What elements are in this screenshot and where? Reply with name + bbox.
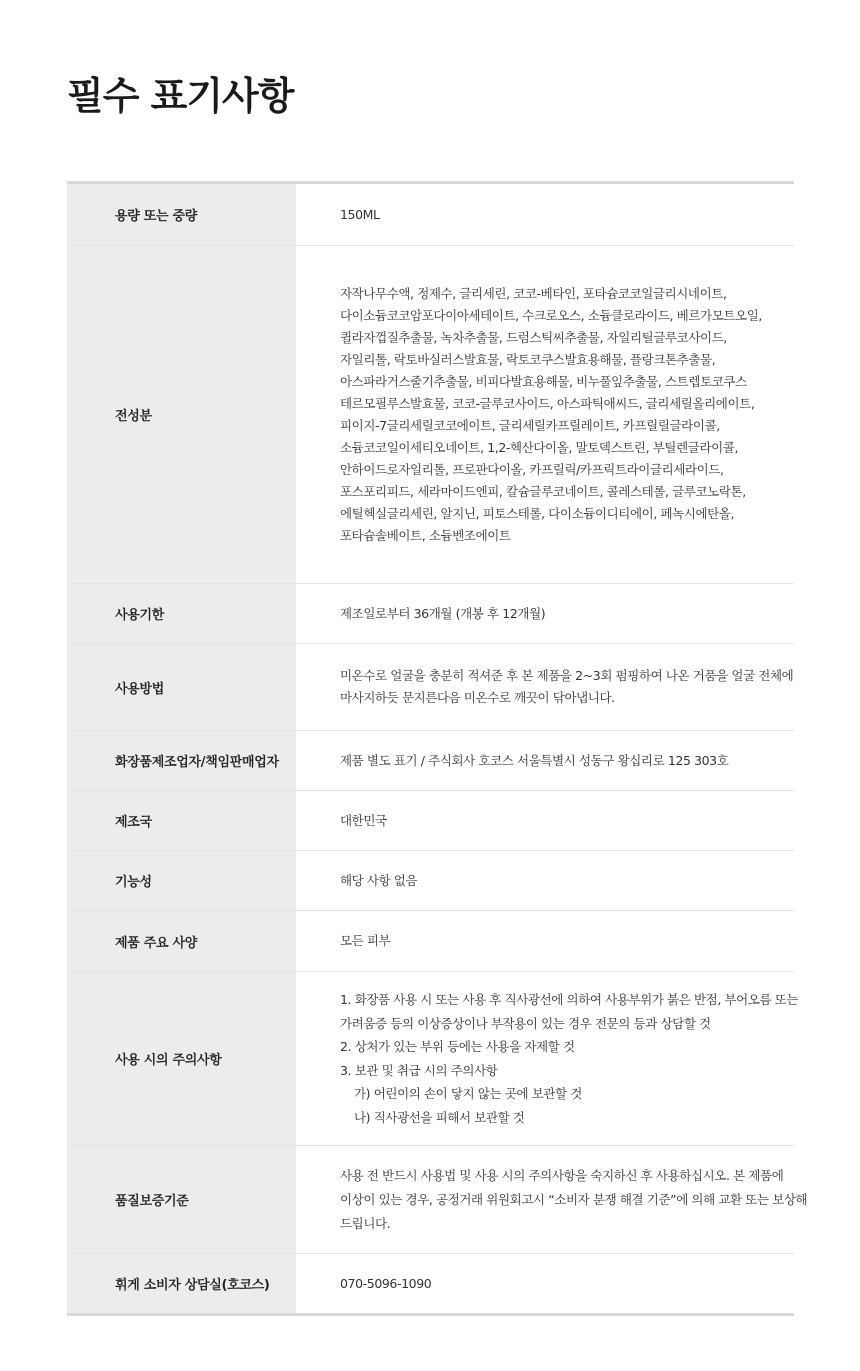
maker-value: 제품 별도 표기 / 주식회사 호코스 서울특별시 성동구 왕십리로 125 303호	[340, 752, 729, 768]
caution-line: 2. 상처가 있는 부위 등에는 사용을 자제할 것	[340, 1039, 575, 1054]
caution-line: 1. 화장품 사용 시 또는 사용 후 직사광선에 의하여 사용부위가 붉은 반점, 부어오름 또는	[340, 992, 799, 1007]
table-row-consumer-center	[67, 1254, 794, 1313]
table-row-function	[67, 851, 794, 911]
usage-line: 미온수로 얼굴을 충분히 적셔준 후 본 제품을 2~3회 펌핑하여 나온 거품을 얼굴 전체에	[340, 668, 794, 683]
row-label: 제조국	[67, 791, 296, 850]
row-label: 사용방법	[67, 644, 296, 730]
ingredients-line: 자일리톨, 락토바실러스발효물, 락토코쿠스발효용해물, 플랑크톤추출물,	[340, 351, 716, 367]
ingredients-line: 아스파라거스줄기추출물, 비피다발효용해물, 비누풀잎추출물, 스트렙토코쿠스	[340, 373, 747, 389]
table-row-capacity	[67, 184, 794, 246]
table-row-country	[67, 791, 794, 851]
ingredients-line: 퀼라자껍질추출물, 녹차추출물, 드럼스틱씨추출물, 자일리틸글루코사이드,	[340, 329, 727, 345]
ingredients-line: 에틸헥실글리세린, 알지닌, 피토스테롤, 다이소듐이디티에이, 페녹시에탄올,	[340, 505, 735, 521]
caution-sub-line: 가) 어린이의 손이 닿지 않는 곳에 보관할 것	[354, 1086, 582, 1101]
product-info-table	[67, 181, 808, 1316]
row-value	[296, 584, 794, 643]
usage-line: 마사지하듯 문지른다음 미온수로 깨끗이 닦아냅니다.	[340, 690, 615, 705]
row-value	[296, 791, 794, 850]
ingredients-line: 포스포리피드, 세라마이드엔피, 칼슘글루코네이트, 콜레스테롤, 글루코노락톤,	[340, 483, 746, 499]
expiry-value: 제조일로부터 36개월 (개봉 후 12개월)	[340, 605, 546, 621]
quality-line: 사용 전 반드시 사용법 및 사용 시의 주의사항을 숙지하신 후 사용하십시오. 본 제품에	[340, 1167, 784, 1183]
ingredients-line: 안하이드로자일리톨, 프로판다이올, 카프릴릭/카프릭트라이글리세라이드,	[340, 461, 724, 477]
ingredients-line: 자작나무수액, 정제수, 글리세린, 코코-베타인, 포타슘코코일글리시네이트,	[340, 285, 727, 301]
quality-line: 이상이 있는 경우, 공정거래 위원회고시 “소비자 분쟁 해결 기준”에 의해 교환 또는 보상해	[340, 1191, 808, 1207]
ingredients-line: 테르모필루스발효물, 코코-글루코사이드, 아스파틱애씨드, 글리세릴올리에이트,	[340, 395, 755, 411]
row-label: 휘게 소비자 상담실(호코스)	[67, 1254, 296, 1313]
row-label: 기능성	[67, 851, 296, 910]
usage-text	[296, 644, 797, 730]
table-row-expiry	[67, 584, 794, 644]
ingredients-list	[296, 246, 794, 583]
row-label: 제품 주요 사양	[67, 911, 296, 971]
row-label: 화장품제조업자/책임판매업자	[67, 731, 296, 790]
caution-sub-line: 나) 직사광선을 피해서 보관할 것	[354, 1109, 525, 1125]
row-label: 전성분	[67, 246, 296, 583]
caution-line: 가려움증 등의 이상증상이나 부작용이 있는 경우 전문의 등과 상담할 것	[340, 1015, 711, 1031]
country-value: 대한민국	[340, 812, 387, 828]
row-value	[296, 851, 794, 910]
table-row-maker	[67, 731, 794, 791]
capacity-value: 150ML	[340, 206, 380, 222]
row-label: 사용 시의 주의사항	[67, 972, 296, 1145]
row-value	[296, 731, 794, 790]
table-row-quality	[67, 1146, 808, 1254]
ingredients-line: 피이지-7글리세릴코코에이트, 글리세릴카프릴레이트, 카프릴릴글라이콜,	[340, 417, 720, 433]
table-row-caution	[67, 972, 799, 1146]
caution-line: 3. 보관 및 취급 시의 주의사항	[340, 1062, 498, 1078]
table-row-ingredients	[67, 246, 794, 584]
row-value	[296, 911, 794, 971]
ingredients-line: 소듐코코일이세티오네이트, 1,2-헥산다이올, 말토덱스트린, 부틸렌글라이콜,	[340, 439, 739, 455]
quality-line: 드립니다.	[340, 1215, 391, 1231]
row-value	[296, 184, 794, 245]
spec-value: 모든 피부	[340, 933, 391, 948]
page-title: 필수 표기사항	[67, 74, 294, 118]
row-label: 용량 또는 중량	[67, 184, 296, 245]
quality-text	[296, 1146, 811, 1253]
table-row-usage	[67, 644, 794, 731]
ingredients-line: 다이소듐코코암포다이아세테이트, 수크로오스, 소듐클로라이드, 베르가모트오일,	[340, 307, 762, 323]
ingredients-line: 포타슘솔베이트, 소듐벤조에이트	[340, 527, 511, 543]
caution-text	[296, 972, 802, 1145]
row-label: 품질보증기준	[67, 1146, 296, 1253]
row-value	[296, 1254, 794, 1313]
row-label: 사용기한	[67, 584, 296, 643]
table-row-spec	[67, 911, 794, 972]
function-value: 해당 사항 없음	[340, 872, 418, 888]
consumer-center-phone: 070-5096-1090	[340, 1275, 432, 1291]
